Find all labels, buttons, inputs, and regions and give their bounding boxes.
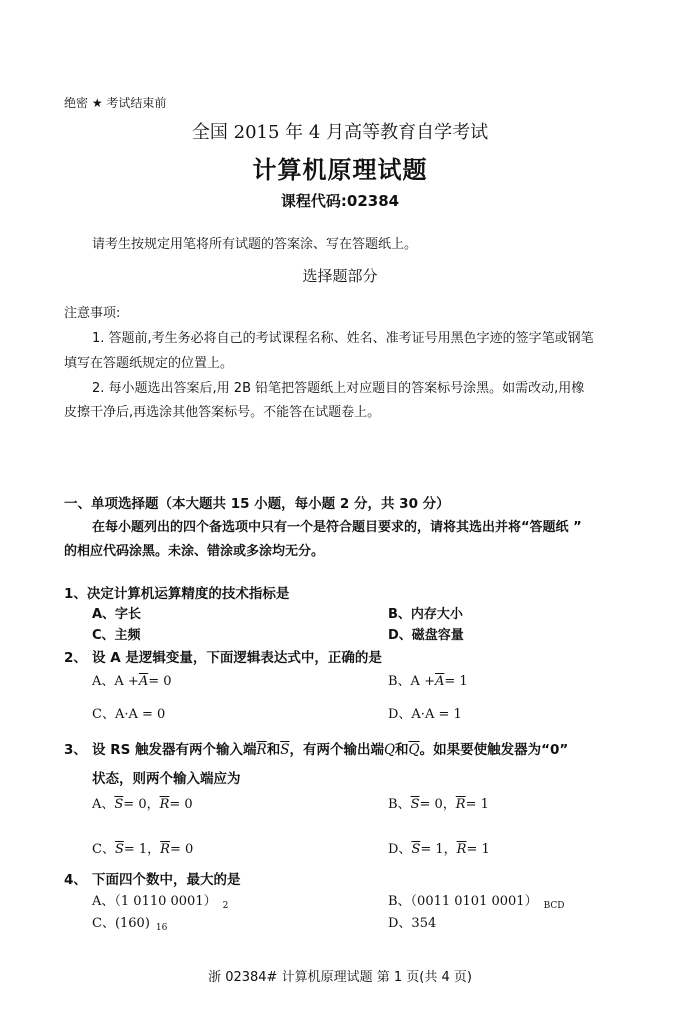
course-code: 课程代码:02384 — [280, 192, 400, 210]
q2-option-c: C、A·A = 0 — [92, 707, 166, 722]
q2-option-d: D、A·A = 1 — [388, 707, 462, 722]
q4-option-d: D、354 — [388, 916, 437, 931]
question-2-stem: 设 A 是逻辑变量，下面逻辑表达式中，正确的是 — [92, 650, 382, 666]
q3-option-a: A、$\overline{S}= 0$，$\overline{R}= 0$ — [92, 797, 193, 812]
q1-option-b: B、内存大小 — [388, 607, 463, 622]
confidentiality-mark: 绝密 ★ 考试结束前 — [64, 96, 167, 110]
q3-option-b: B、$\overline{S}= 0$，$\overline{R}= 1$ — [388, 797, 489, 812]
note-line: 1. 答题前,考生务必将自己的考试课程名称、姓名、准考证号用黑色字迹的签字笔或钢笔 — [92, 331, 594, 346]
q1-option-d: D、磁盘容量 — [388, 628, 464, 643]
q4-option-c: C、(160) $_{16}$ — [92, 916, 168, 933]
part-heading: 一、单项选择题（本大题共 15 小题，每小题 2 分，共 30 分） — [64, 496, 450, 512]
question-1-stem: 1、决定计算机运算精度的技术指标是 — [64, 586, 290, 602]
q1-option-a: A、字长 — [92, 607, 142, 622]
question-2-number: 2、 — [64, 650, 87, 666]
question-4-stem: 下面四个数中，最大的是 — [92, 872, 241, 888]
question-3-stem: 设 RS 触发器有两个输入端$\overline{R}$和$\overline{S}$，有两个输出端Q和$\overline{Q}$。如果要使触发器为“0” — [92, 742, 569, 758]
question-3-stem-cont: 状态，则两个输入端应为 — [92, 771, 241, 787]
question-4-number: 4、 — [64, 872, 87, 888]
q3-option-c: C、$\overline{S}= 1$，$\overline{R}= 0$ — [92, 842, 194, 857]
note-line: 填写在答题纸规定的位置上。 — [64, 356, 234, 371]
q1-option-c: C、主频 — [92, 628, 141, 643]
note-line: 皮擦干净后,再选涂其他答案标号。不能答在试题卷上。 — [64, 405, 381, 420]
part-desc: 在每小题列出的四个备选项中只有一个是符合题目要求的，请将其选出并将“答题纸 ” — [92, 520, 582, 535]
question-3-number: 3、 — [64, 742, 87, 758]
q2-option-a: A、$A +\overline{A}= 0$ — [92, 674, 172, 689]
q2-option-b: B、$A +\overline{A}= 1$ — [388, 674, 468, 689]
q4-option-a: A、（1 0110 0001） $_2$ — [92, 894, 229, 911]
q3-option-d: D、$\overline{S}= 1$，$\overline{R}= 1$ — [388, 842, 490, 857]
instruction: 请考生按规定用笔将所有试题的答案涂、写在答题纸上。 — [92, 237, 418, 252]
page-footer: 浙 02384# 计算机原理试题 第 1 页(共 4 页) — [208, 970, 472, 985]
q4-option-b: B、（0011 0101 0001） $_{BCD}$ — [388, 894, 565, 911]
page-title: 计算机原理试题 — [252, 156, 428, 184]
section-title: 选择题部分 — [302, 267, 378, 285]
note-line: 2. 每小题选出答案后,用 2B 铅笔把答题纸上对应题目的答案标号涂黑。如需改动,用橡 — [92, 381, 585, 396]
part-desc: 的相应代码涂黑。未涂、错涂或多涂均无分。 — [64, 544, 325, 559]
exam-line: 全国 2015 年 4 月高等教育自学考试 — [191, 122, 489, 143]
notes-heading: 注意事项: — [64, 306, 121, 321]
